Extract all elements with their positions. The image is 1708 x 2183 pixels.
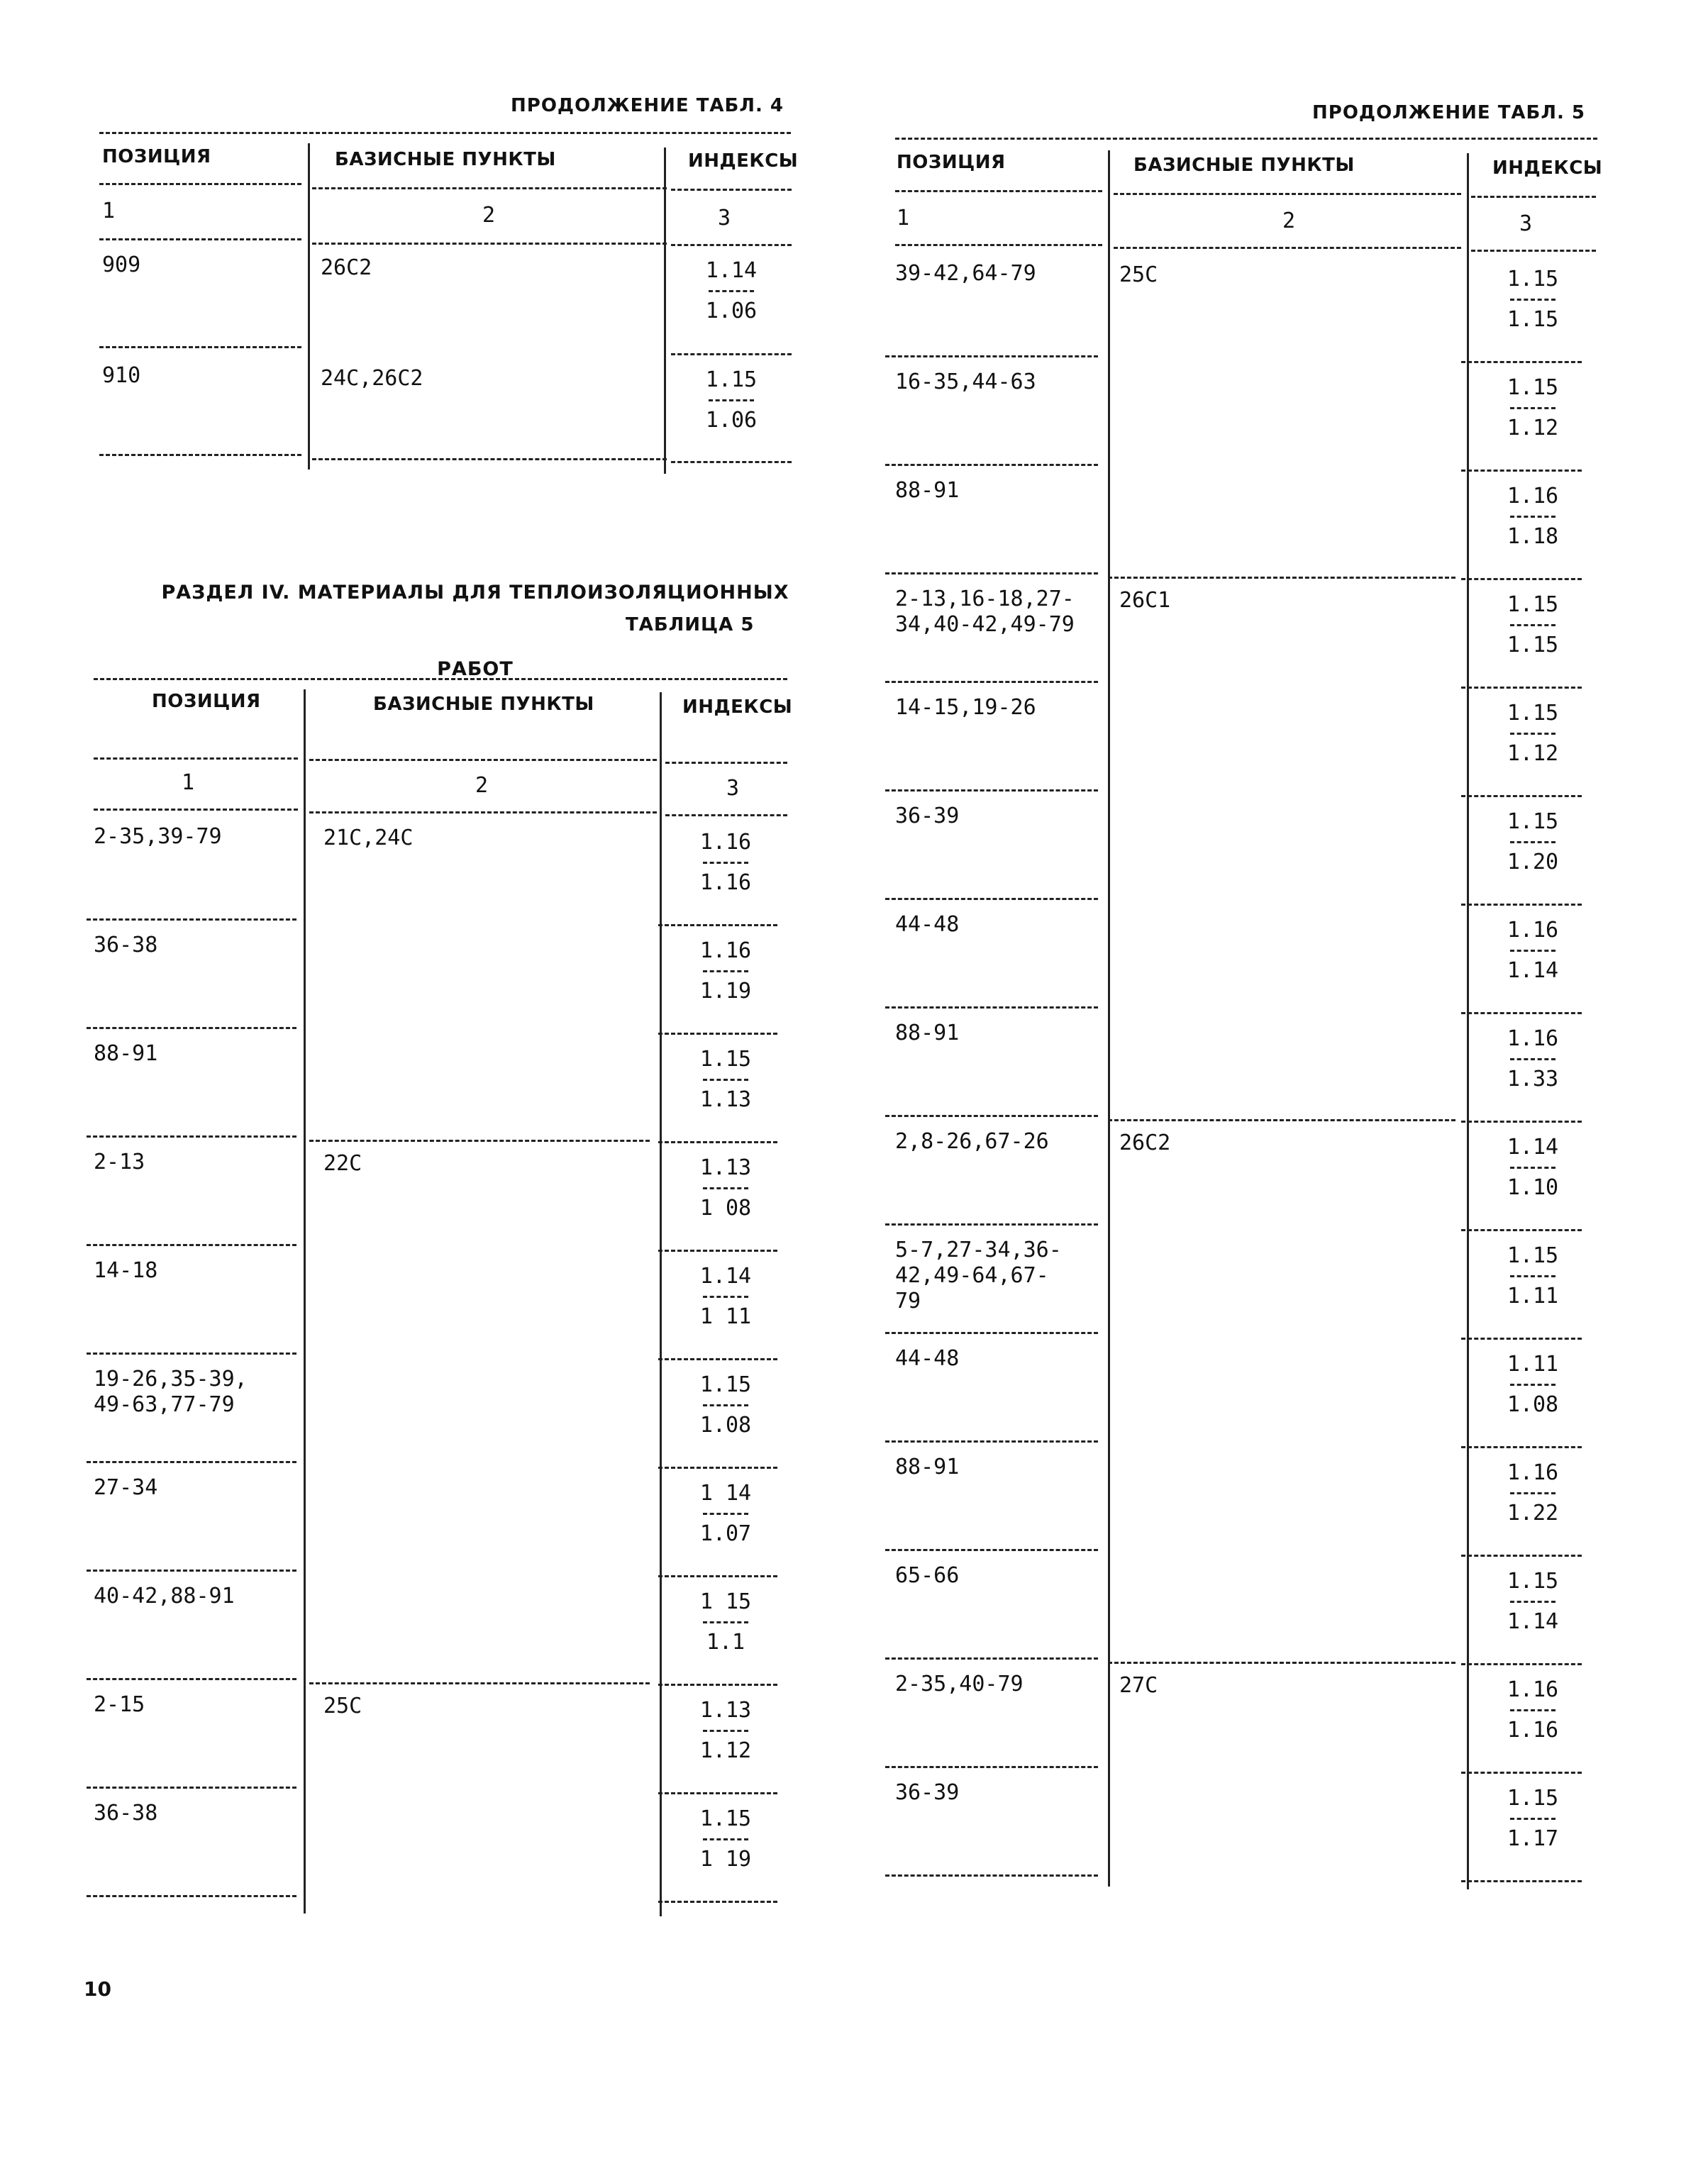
position-line: 16-35,44-63 [895,370,1036,394]
position-line: 36-38 [94,1801,158,1826]
position-line: 2-13 [94,1150,145,1174]
table5-cont-row-6-index: 1.15 1.20 [1507,809,1559,874]
table5-cont-row-9-position [895,1129,1049,1155]
table5-row-3-index: 1.15 1.13 [699,1047,752,1112]
position-line: 40-42,88-91 [94,1584,235,1609]
table5-row-6-index: 1.15 1.08 [699,1372,752,1438]
position-line: 39-42,64-79 [895,261,1036,286]
table5-cont-row-8-index: 1.16 1.33 [1507,1026,1559,1092]
position-line: 36-39 [895,1780,960,1805]
table5-header-position: ПОЗИЦИЯ [152,691,261,712]
table5-cont-row-10-position [895,1238,1062,1314]
table5-row-1-position [94,824,222,850]
section-title-line2: РАБОТ [437,658,514,680]
table5-cont-header-position: ПОЗИЦИЯ [897,152,1006,173]
table4-colnum-3: 3 [718,206,731,230]
table5-row-4-points: 22С [323,1151,362,1176]
table5-colnum-2: 2 [475,773,489,798]
table5-cont-row-15-index: 1.15 1.17 [1507,1786,1559,1851]
position-line: 79 [895,1289,921,1313]
table5-row-4-index: 1.13 1 08 [699,1155,752,1221]
table5-cont-colnum-3: 3 [1519,211,1533,236]
table5-row-9-index: 1.13 1.12 [699,1698,752,1763]
table5-cont-row-7-position [895,912,959,938]
table5-cont-header-points: БАЗИСНЫЕ ПУНКТЫ [1133,155,1355,176]
table5-cont-row-6-position [895,804,959,829]
table5-cont-row-8-position [895,1021,959,1046]
table5-row-10-position [94,1801,157,1826]
position-line: 5-7,27-34,36- [895,1238,1062,1262]
table5-cont-row-2-index: 1.15 1.12 [1507,375,1559,440]
table5-cont-row-3-index: 1.16 1.18 [1507,484,1559,549]
table5-cont-row-15-position [895,1780,959,1806]
table5-row-3-position [94,1041,157,1067]
table5-cont-row-11-position [895,1346,959,1372]
table5-row-2-position [94,933,157,958]
position-line: 49-63,77-79 [94,1392,235,1417]
table5-cont-colnum-2: 2 [1282,209,1296,233]
table4-row-2-position: 910 [102,363,141,388]
table5-cont-row-12-index: 1.16 1.22 [1507,1460,1559,1526]
table5-row-5-index: 1.14 1 11 [699,1264,752,1329]
table5-row-9-points: 25С [323,1694,362,1718]
table5-caption: ТАБЛИЦА 5 [626,614,755,635]
position-line: 88-91 [895,478,960,503]
table5-colnum-1: 1 [182,770,195,795]
table5-cont-row-9-index: 1.14 1.10 [1507,1135,1559,1200]
table5-cont-caption: ПРОДОЛЖЕНИЕ ТАБЛ. 5 [1312,102,1585,123]
table5-colnum-3: 3 [726,776,740,801]
table5-header-points: БАЗИСНЫЕ ПУНКТЫ [373,694,594,715]
table5-cont-row-14-index: 1.16 1.16 [1507,1677,1559,1743]
table5-cont-row-12-position [895,1455,959,1480]
table5-header-indices: ИНДЕКСЫ [682,696,793,718]
table5-row-10-index: 1.15 1 19 [699,1806,752,1872]
table4-row-1-position: 909 [102,252,141,277]
table5-row-4-position [94,1150,145,1175]
table4-header-indices: ИНДЕКСЫ [688,150,799,172]
table5-cont-row-4-points: 26С1 [1119,588,1171,613]
table4-header-position: ПОЗИЦИЯ [102,146,211,167]
page-number: 10 [84,1977,111,2001]
position-line: 36-39 [895,804,960,828]
table5-row-1-index: 1.16 1.16 [699,830,752,895]
table4-caption: ПРОДОЛЖЕНИЕ ТАБЛ. 4 [511,95,784,116]
table4-row-2-points: 24С,26С2 [321,366,423,391]
table4-row-1-index: 1.14 1.06 [705,258,758,323]
table5-cont-row-5-position [895,695,1036,721]
position-line: 14-18 [94,1258,158,1283]
position-line: 2-15 [94,1692,145,1717]
table5-row-8-position [94,1584,235,1609]
position-line: 44-48 [895,912,960,937]
table4-colnum-1: 1 [102,199,116,223]
table5-row-7-index: 1 14 1.07 [699,1481,752,1546]
table5-row-7-position [94,1475,157,1501]
table5-cont-row-4-position [895,587,1075,638]
table5-cont-row-2-position [895,370,1036,395]
table5-row-6-position [94,1367,248,1418]
table5-cont-row-3-position [895,478,959,504]
position-line: 19-26,35-39, [94,1367,248,1392]
table5-cont-row-13-position [895,1563,959,1589]
position-line: 34,40-42,49-79 [895,612,1075,637]
position-line: 65-66 [895,1563,960,1588]
table5-cont-row-1-position [895,261,1036,287]
position-line: 2-35,39-79 [94,824,222,849]
position-line: 44-48 [895,1346,960,1371]
table5-cont-row-1-index: 1.15 1.15 [1507,267,1559,332]
table5-cont-row-1-points: 25С [1119,262,1158,287]
position-line: 88-91 [895,1021,960,1045]
position-line: 2-35,40-79 [895,1672,1024,1696]
table5-row-1-points: 21С,24С [323,826,414,850]
table5-row-5-position [94,1258,157,1284]
table4-header-points: БАЗИСНЫЕ ПУНКТЫ [335,149,556,170]
table5-cont-row-10-index: 1.15 1.11 [1507,1243,1559,1309]
table4-colnum-2: 2 [482,203,496,228]
table5-cont-row-4-index: 1.15 1.15 [1507,592,1559,657]
section-title-line1: РАЗДЕЛ IV. МАТЕРИАЛЫ ДЛЯ ТЕПЛОИЗОЛЯЦИОННЫХ [161,582,789,604]
position-line: 42,49-64,67- [895,1263,1049,1288]
table5-row-9-position [94,1692,145,1718]
table5-row-2-index: 1.16 1.19 [699,938,752,1004]
table5-cont-row-14-position [895,1672,1024,1697]
table4-row-2-index: 1.15 1.06 [705,367,758,433]
position-line: 88-91 [94,1041,158,1066]
table5-cont-row-9-points: 26С2 [1119,1131,1171,1155]
table4-row-1-points: 26С2 [321,255,372,280]
position-line: 27-34 [94,1475,158,1500]
table5-row-8-index: 1 15 1.1 [699,1589,752,1655]
table5-cont-row-14-points: 27С [1119,1673,1158,1698]
table5-cont-colnum-1: 1 [897,206,910,230]
table5-cont-header-indices: ИНДЕКСЫ [1492,157,1603,179]
position-line: 88-91 [895,1455,960,1479]
table5-cont-row-11-index: 1.11 1.08 [1507,1352,1559,1417]
table5-cont-row-7-index: 1.16 1.14 [1507,918,1559,983]
position-line: 36-38 [94,933,158,957]
table5-cont-row-5-index: 1.15 1.12 [1507,701,1559,766]
table5-cont-row-13-index: 1.15 1.14 [1507,1569,1559,1634]
position-line: 14-15,19-26 [895,695,1036,720]
position-line: 2-13,16-18,27- [895,587,1075,611]
position-line: 2,8-26,67-26 [895,1129,1049,1154]
